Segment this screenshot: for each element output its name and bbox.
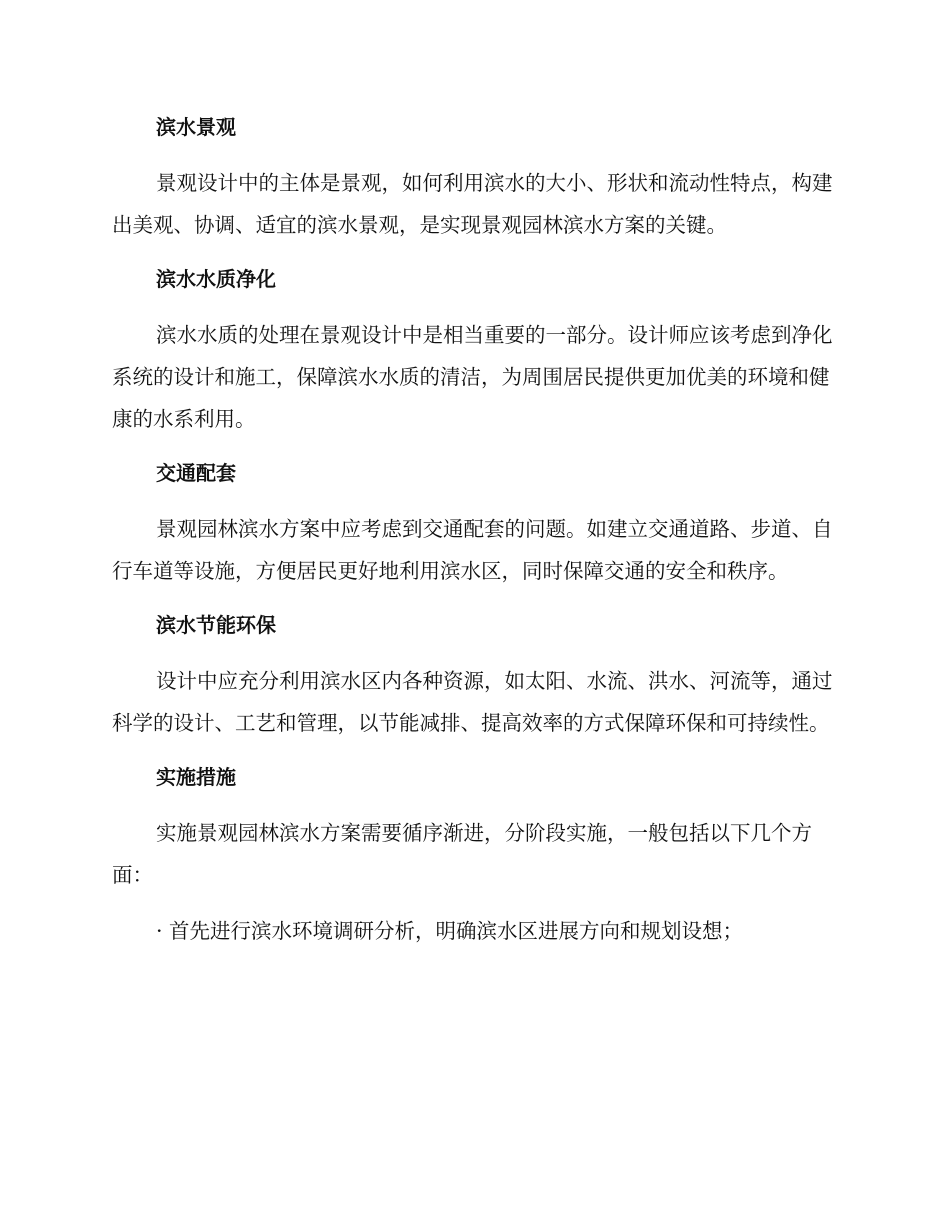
section-paragraph-implementation: 实施景观园林滨水方案需要循序渐进，分阶段实施，一般包括以下几个方面： — [112, 821, 812, 887]
section-heading-waterfront-landscape: 滨水景观 — [156, 115, 236, 139]
section-paragraph-transport: 景观园林滨水方案中应考虑到交通配套的问题。如建立交通道路、步道、自行车道等设施，方便居民更好地利用滨水区，同时保障交通的安全和秩序。 — [112, 517, 833, 583]
section-heading-energy-saving: 滨水节能环保 — [156, 613, 276, 637]
bullet-item: · 首先进行滨水环境调研分析，明确滨水区进展方向和规划设想； — [156, 919, 744, 943]
section-paragraph-waterfront-landscape: 景观设计中的主体是景观，如何利用滨水的大小、形状和流动性特点，构建出美观、协调、适宜的滨水景观，是实现景观园林滨水方案的关键。 — [112, 171, 833, 237]
section-heading-water-purification: 滨水水质净化 — [156, 267, 276, 291]
section-paragraph-energy-saving: 设计中应充分利用滨水区内各种资源，如太阳、水流、洪水、河流等，通过科学的设计、工艺和管理，以节能减排、提高效率的方式保障环保和可持续性。 — [112, 669, 833, 735]
section-heading-transport: 交通配套 — [156, 461, 236, 485]
section-heading-implementation: 实施措施 — [156, 765, 236, 789]
section-paragraph-water-purification: 滨水水质的处理在景观设计中是相当重要的一部分。设计师应该考虑到净化系统的设计和施工，保障滨水水质的清洁，为周围居民提供更加优美的环境和健康的水系利用。 — [112, 323, 833, 431]
document-body — [112, 108, 834, 952]
